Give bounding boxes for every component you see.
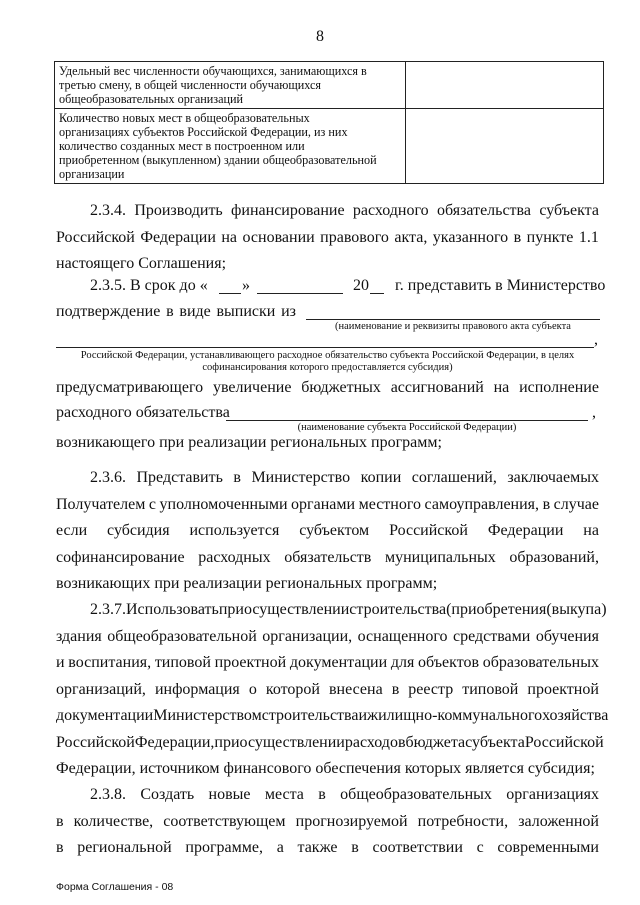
paragraph-2-3-4 [56, 198, 599, 278]
word: копии [360, 469, 402, 486]
word: реестр [408, 680, 454, 698]
footer-form-label: Форма Соглашения - 08 [56, 881, 174, 893]
cell-line: организациях субъектов Российской Федерации, из них [59, 125, 348, 139]
word: в [56, 812, 64, 830]
justified-line [56, 375, 599, 402]
cell-line: общеобразовательных организаций [59, 92, 244, 106]
word: 2.3.4. [90, 202, 126, 219]
word: соответствии [372, 839, 463, 856]
word: заложенной [518, 812, 599, 830]
word: 2.3.8. [90, 786, 126, 803]
word: типовой [154, 654, 211, 671]
table-cell-value [406, 62, 604, 109]
word: Российской [389, 522, 468, 539]
word: программе, [185, 839, 263, 856]
word: Министерством [153, 707, 262, 724]
word: с [148, 495, 156, 513]
word: Представить [136, 469, 223, 486]
word: обязательства [436, 202, 531, 219]
word: муниципальных [384, 548, 496, 566]
p235-start: 2.3.5. В срок до « [90, 277, 208, 294]
comma: , [594, 331, 598, 348]
paragraph-2-3-5-cont [56, 375, 599, 402]
p235-line5: расходного обязательства [56, 404, 230, 421]
word: если [56, 522, 88, 539]
word: Использовать [126, 601, 219, 618]
word: хозяйства [542, 707, 609, 724]
word: используется [189, 522, 280, 539]
word: воспитания, [68, 654, 152, 671]
word: о [248, 680, 257, 698]
word: ассигнований [390, 379, 484, 396]
justified-line [56, 650, 599, 677]
hint-act: (наименование и реквизиты правового акта субъекта [335, 321, 571, 332]
word: проектной [214, 654, 287, 671]
paragraph-line: возникающих при реализации региональных программ; [56, 575, 438, 592]
word: на [583, 522, 599, 539]
word: осуществлении [243, 601, 350, 618]
justified-line [56, 597, 607, 624]
word: общеобразовательной [107, 627, 257, 645]
paragraph-2-3-8 [56, 782, 599, 862]
word: при [214, 733, 240, 751]
word: также [297, 839, 338, 856]
word: количестве, [73, 812, 154, 830]
word: общеобразовательных [340, 786, 492, 803]
word: Федерации [140, 228, 216, 246]
paragraph-2-3-7 [56, 597, 609, 783]
word: объектов [418, 654, 480, 671]
word: Федерации, [134, 733, 215, 751]
word: указанного [432, 228, 509, 246]
word: Российской [56, 733, 135, 751]
justified-line [56, 465, 599, 492]
word: 1.1 [578, 228, 599, 246]
word: в [56, 839, 64, 856]
act-blank-2 [56, 347, 594, 348]
word: самоуправления, [424, 495, 540, 513]
justified-line [56, 809, 599, 836]
word: с [476, 839, 484, 856]
word: акта, [394, 228, 428, 246]
word: на [221, 228, 238, 246]
word: заключаемых [507, 469, 599, 486]
justified-line [56, 730, 604, 757]
table-cell-label [55, 109, 406, 184]
word: потребности, [417, 812, 509, 830]
word: субъекта [465, 733, 525, 751]
word: Создать [140, 786, 195, 803]
word: проектной [527, 680, 599, 698]
page-number: 8 [316, 28, 324, 45]
word: образовательных [482, 654, 599, 671]
word: расходных [198, 548, 271, 566]
word: образований, [509, 548, 599, 566]
word: и [56, 654, 65, 671]
year-blank [370, 293, 384, 294]
word: бюджета [405, 733, 466, 751]
word: в [318, 786, 326, 803]
word: обязательств [284, 548, 372, 566]
word: для [390, 654, 415, 671]
hint-act-2-line2: софинансирования которого предоставляется субсидия) [202, 362, 453, 373]
indicators-table [54, 61, 604, 184]
word: расходов [344, 733, 406, 751]
word: предусматривающего [56, 379, 204, 396]
word: 2.3.6. [90, 469, 126, 486]
word: финансирование [231, 202, 345, 219]
word: документации [289, 654, 388, 671]
paragraph-line: настоящего Соглашения; [56, 255, 227, 272]
word: субсидия [107, 522, 170, 539]
word: уполномоченными [159, 495, 288, 513]
word: Федерации [487, 522, 564, 539]
p235-line6: возникающего при реализации региональных программ; [56, 434, 442, 451]
p235-year: 20 [353, 277, 369, 294]
word: в [391, 680, 400, 698]
cell-line: организации [59, 167, 125, 181]
day-blank [219, 293, 241, 294]
word: Производить [134, 202, 223, 219]
cell-line: Удельный вес численности обучающихся, занимающихся в [59, 64, 367, 78]
table-cell-value [406, 109, 604, 184]
word: места [264, 786, 304, 803]
word: а [276, 839, 284, 856]
table-cell-label [55, 62, 406, 109]
word: новые [208, 786, 251, 803]
p235-after-year: г. представить в Министерство [395, 277, 606, 294]
word: строительства [349, 601, 447, 618]
word: в [351, 839, 359, 856]
justified-line [56, 677, 599, 704]
word: средствами [452, 627, 531, 645]
justified-line [56, 225, 599, 252]
justified-line [56, 492, 599, 519]
month-blank [257, 293, 343, 294]
word: организации, [262, 627, 353, 645]
word: осуществлении [239, 733, 345, 751]
word: бюджетных [301, 379, 381, 396]
word: исполнение [519, 379, 599, 396]
word: документации [56, 707, 154, 724]
word: внесена [328, 680, 383, 698]
word: пункте [526, 228, 574, 246]
cell-line: приобретенном (выкупленном) здании общеобразовательной [59, 153, 377, 167]
word: в [233, 469, 241, 486]
word: региональной [77, 839, 172, 856]
cell-line: Количество новых мест в общеобразовательных [59, 111, 310, 125]
word: соглашений, [411, 469, 497, 486]
word: при [218, 601, 244, 618]
word: местного [358, 495, 422, 513]
justified-line [56, 198, 599, 225]
table-row [55, 109, 604, 184]
word: строительства [261, 707, 359, 724]
word: расходного [352, 202, 429, 219]
p235-line2: подтверждение в виде выписки из [56, 303, 296, 320]
word: информация [154, 680, 240, 698]
word: здания [56, 627, 102, 645]
paragraph-2-3-6 [56, 465, 599, 598]
word: Российской [524, 733, 604, 751]
word: обучения [535, 627, 599, 645]
word: на [493, 379, 510, 396]
word: организаций, [56, 680, 146, 698]
word: оснащенного [357, 627, 448, 645]
justified-line [56, 782, 599, 809]
comma: , [592, 404, 596, 421]
word: Российской [56, 228, 135, 246]
word: субъектом [299, 522, 370, 539]
justified-line [56, 835, 599, 862]
word: типовой [462, 680, 519, 698]
word: софинансирование [56, 548, 185, 566]
word: организациях [506, 786, 599, 803]
hint-subject: (наименование субъекта Российской Федерации) [297, 422, 517, 433]
word: органами [291, 495, 356, 513]
word: (выкупа) [546, 601, 607, 618]
cell-line: третью смену, в общей численности обучающихся [59, 78, 322, 92]
word: правового [320, 228, 389, 246]
word: основании [242, 228, 315, 246]
table-row [55, 62, 604, 109]
justified-line [56, 624, 599, 651]
word: (приобретения [446, 601, 547, 618]
word: в [513, 228, 522, 246]
justified-line [56, 545, 599, 572]
word: современными [497, 839, 599, 856]
word: случае [553, 495, 599, 513]
cell-line: количество созданных мест в построенном или [59, 139, 305, 153]
word: в [542, 495, 551, 513]
word: Министерство [251, 469, 351, 486]
word: жилищно-коммунального [367, 707, 543, 724]
justified-line [56, 703, 609, 730]
word: и [358, 707, 368, 724]
word: субъекта [539, 202, 599, 219]
p235-quote-close: » [242, 277, 250, 294]
word: соответствующем [163, 812, 286, 830]
hint-act-2-line1: Российской Федерации, устанавливающего расходное обязательство субъекта Российской Федерации, в целях [80, 350, 575, 361]
word: увеличение [212, 379, 292, 396]
word: Получателем [56, 495, 146, 513]
word: прогнозируемой [295, 812, 408, 830]
paragraph-line: Федерации, источником финансового обеспечения которых является субсидия; [56, 760, 595, 777]
word: 2.3.7. [90, 601, 126, 618]
justified-line [56, 518, 599, 545]
word: которой [265, 680, 320, 698]
